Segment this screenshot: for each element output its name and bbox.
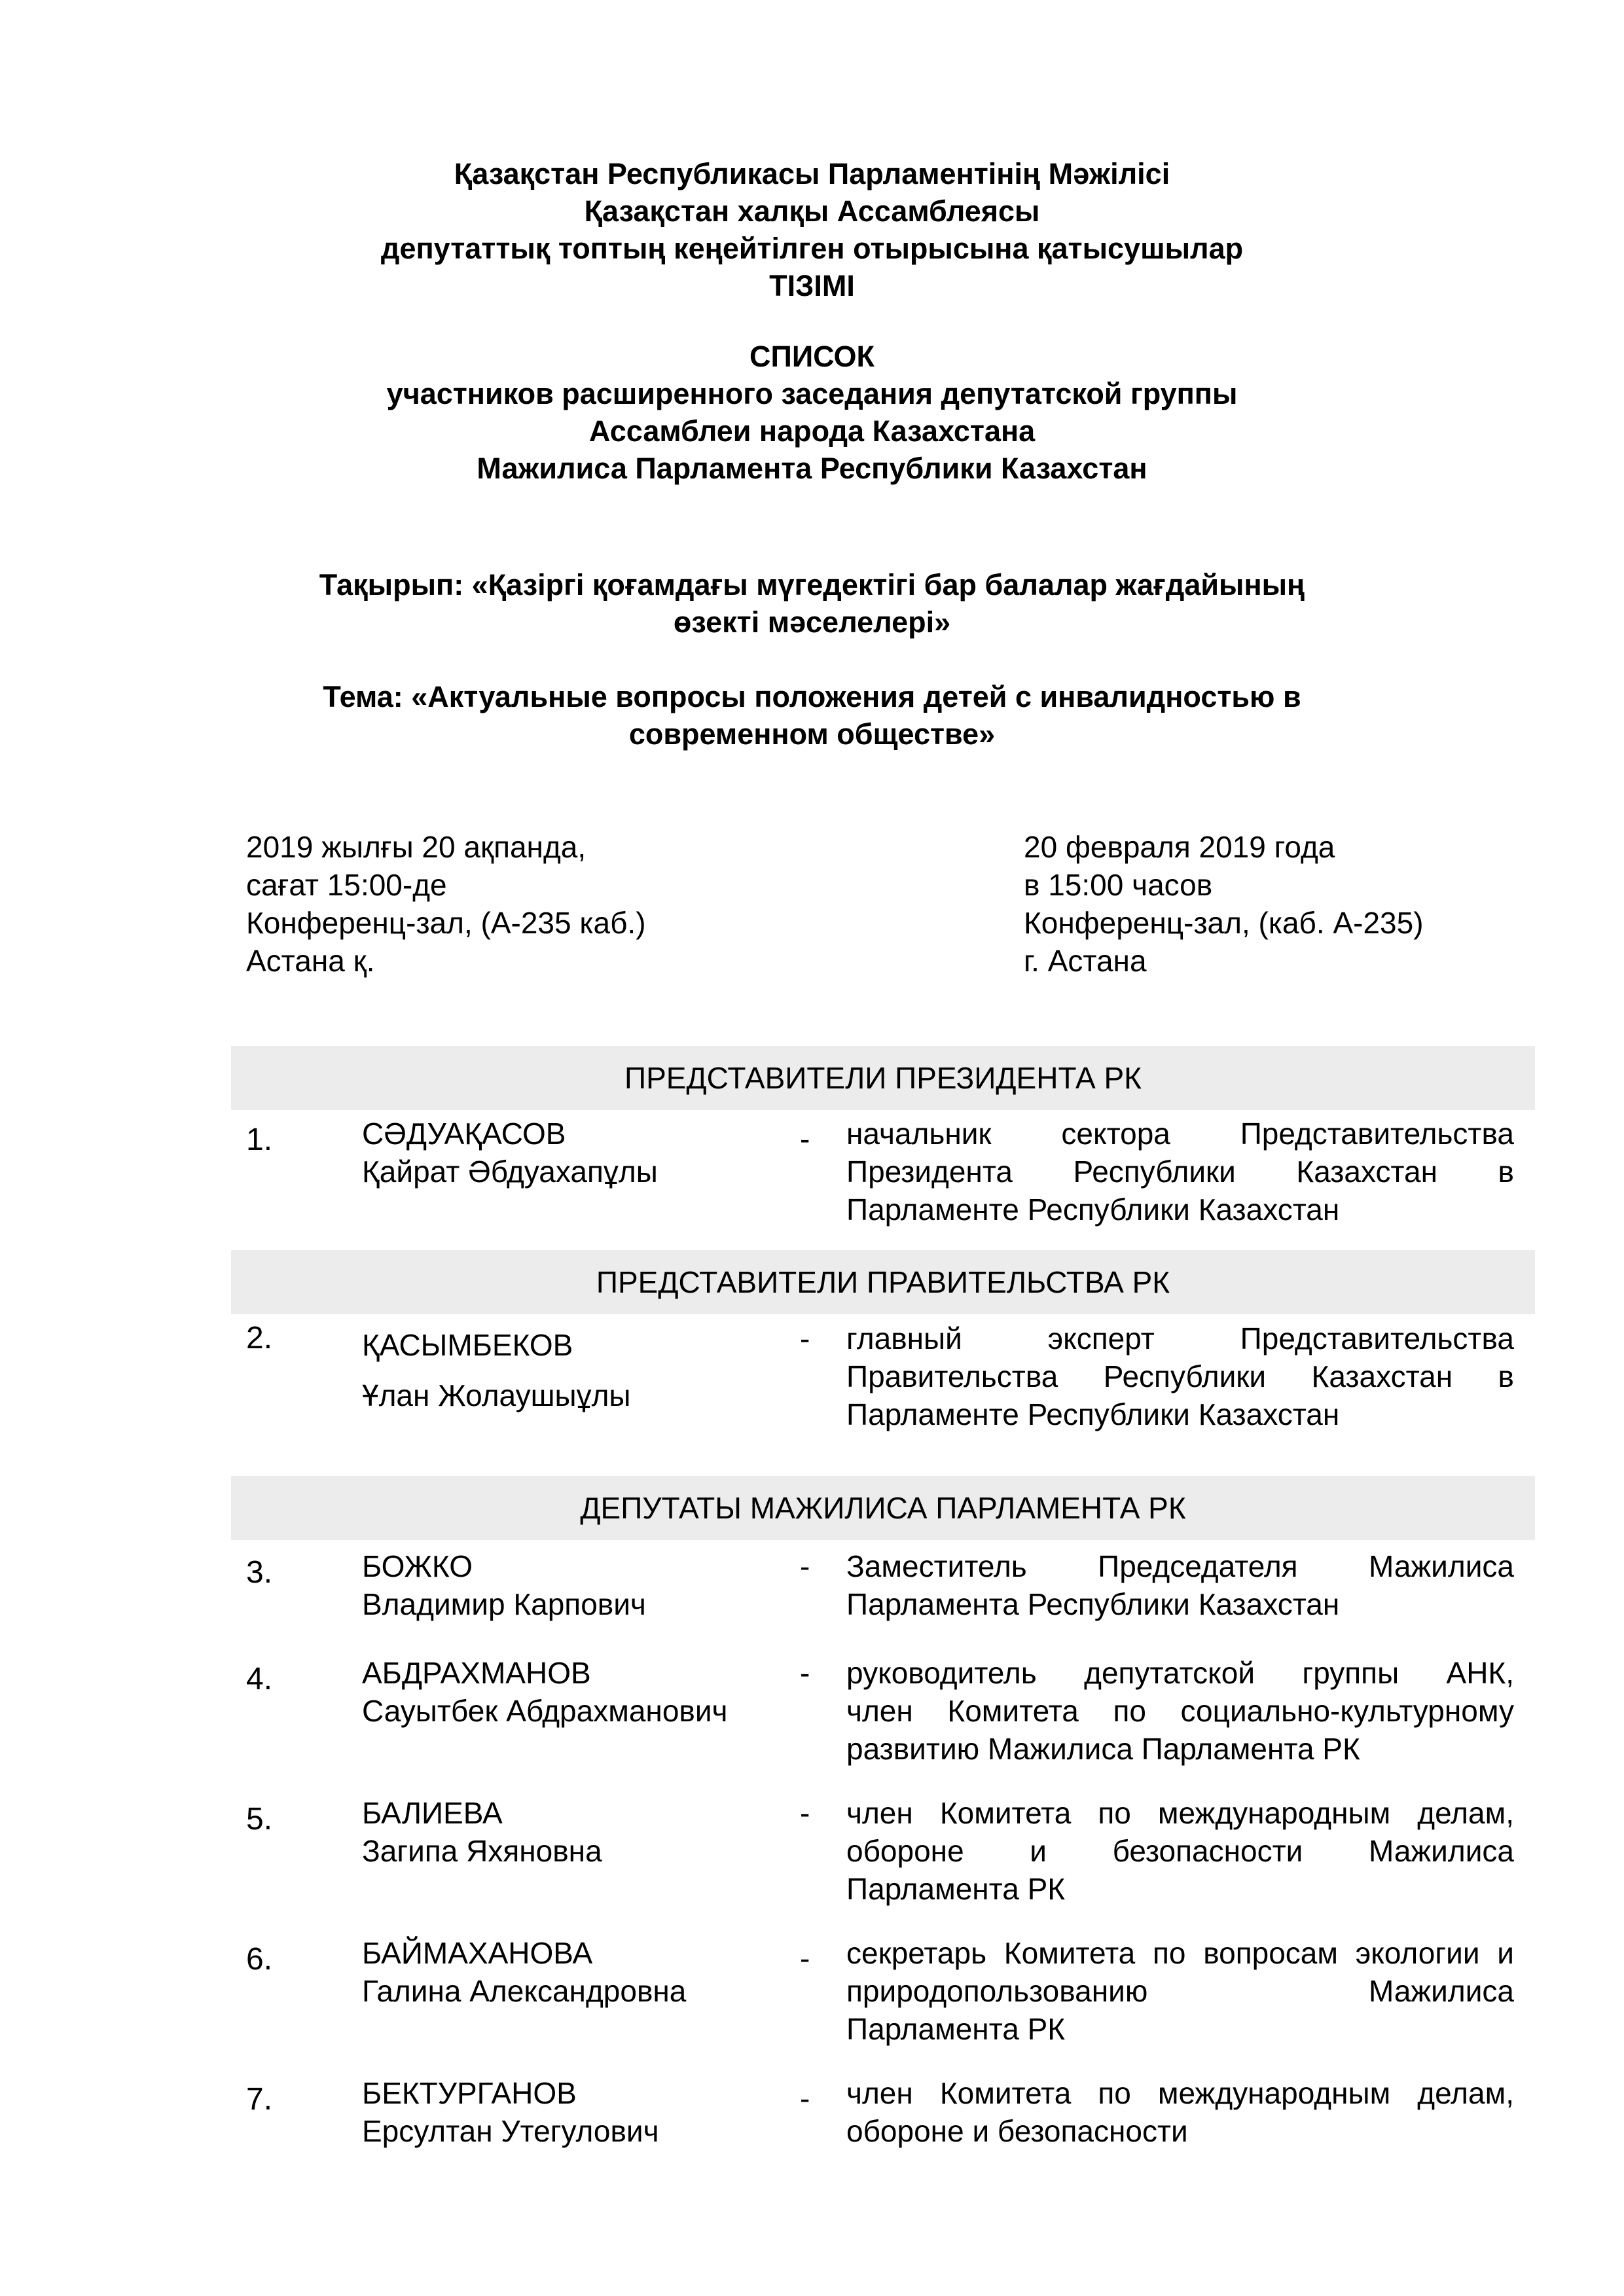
description-line: Парламенте Республики Казахстан — [846, 1193, 1340, 1227]
section-header-mazhilis: ДЕПУТАТЫ МАЖИЛИСА ПАРЛАМЕНТА РК — [231, 1476, 1535, 1540]
description-line: член Комитета по международным делам, — [846, 2076, 1514, 2110]
meeting-info-ru — [1024, 828, 1424, 980]
description-line: обороне и безопасности Мажилиса — [846, 1834, 1514, 1868]
ru-title-line: Ассамблеи народа Казахстана — [588, 414, 1036, 448]
kz-title-line: Қазақстан Республикасы Парламентінің Мәжілісі — [454, 157, 1170, 190]
kz-topic-line: өзекті мәселелері» — [673, 605, 951, 639]
kz-title-line: депутаттық топтың кеңейтілген отырысына қатысушылар — [380, 232, 1244, 265]
ru-title-line: Мажилиса Парламента Республики Казахстан — [477, 452, 1147, 485]
meeting-city-kz: Астана қ. — [246, 944, 375, 978]
participant-description — [846, 1794, 1514, 1908]
description-line: Правительства Республики Казахстан в — [846, 1359, 1514, 1393]
description-line: Президента Республики Казахстан в — [846, 1155, 1514, 1189]
ru-title-line: СПИСОК — [749, 340, 875, 373]
participant-description — [846, 1547, 1514, 1623]
entry-dash: - — [800, 2081, 810, 2115]
participant-description — [846, 1115, 1514, 1229]
participant-number: 4. — [246, 1662, 273, 1696]
description-line: Парламента РК — [846, 1872, 1066, 1906]
meeting-date-ru: 20 февраля 2019 года — [1024, 830, 1335, 864]
participant-number: 5. — [246, 1802, 273, 1837]
ru-topic-line: современном обществе» — [628, 717, 996, 751]
participant-given-name: Загипа Яхяновна — [362, 1834, 602, 1868]
description-line: природопользованию Мажилиса — [846, 1974, 1514, 2008]
kz-title-line: ТІЗІМІ — [769, 269, 855, 302]
participant-number: 3. — [246, 1555, 273, 1590]
participant-number: 1. — [246, 1122, 273, 1157]
description-line: член Комитета по международным делам, — [846, 1796, 1514, 1830]
description-line: Заместитель Председателя Мажилиса — [846, 1549, 1514, 1583]
meeting-city-ru: г. Астана — [1024, 944, 1147, 978]
participant-surname: БЕКТУРГАНОВ — [362, 2076, 577, 2110]
meeting-place-kz: Конференц-зал, (А-235 каб.) — [246, 906, 646, 940]
description-line: Парламента РК — [846, 2012, 1066, 2046]
kz-topic — [0, 566, 1624, 641]
participant-surname: АБДРАХМАНОВ — [362, 1656, 591, 1690]
section-header-president: ПРЕДСТАВИТЕЛИ ПРЕЗИДЕНТА РК — [231, 1046, 1535, 1110]
entry-dash: - — [800, 1549, 810, 1583]
participant-surname: ҚАСЫМБЕКОВ — [362, 1328, 573, 1362]
kz-topic-line: Тақырып: «Қазіргі қоғамдағы мүгедектігі бар балалар жағдайының — [319, 568, 1305, 601]
ru-title-line: участников расширенного заседания депутатской группы — [386, 377, 1238, 410]
entry-dash: - — [800, 1122, 810, 1156]
ru-title — [0, 338, 1624, 487]
participant-given-name: Владимир Карпович — [362, 1587, 646, 1621]
participant-given-name: Сауытбек Абдрахманович — [362, 1694, 728, 1728]
participant-given-name: Ерсултан Утегулович — [362, 2114, 659, 2148]
ru-topic-line: Тема: «Актуальные вопросы положения детей с инвалидностью в — [323, 680, 1301, 713]
participant-surname: БАЛИЕВА — [362, 1796, 503, 1830]
meeting-time-ru: в 15:00 часов — [1024, 868, 1213, 902]
section-header-government: ПРЕДСТАВИТЕЛИ ПРАВИТЕЛЬСТВА РК — [231, 1250, 1535, 1314]
participant-description — [846, 1934, 1514, 2048]
participant-number: 6. — [246, 1942, 273, 1977]
description-line: секретарь Комитета по вопросам экологии и — [846, 1936, 1514, 1970]
participant-description — [846, 1319, 1514, 1433]
entry-dash: - — [800, 1941, 810, 1975]
participant-surname: БАЙМАХАНОВА — [362, 1936, 593, 1970]
description-line: развитию Мажилиса Парламента РК — [846, 1732, 1360, 1766]
description-line: начальник сектора Представительства — [846, 1117, 1514, 1151]
participant-number: 2. — [246, 1321, 273, 1355]
entry-dash: - — [800, 1321, 810, 1355]
description-line: Парламента Республики Казахстан — [846, 1587, 1340, 1621]
participant-description — [846, 2074, 1514, 2150]
description-line: Парламенте Республики Казахстан — [846, 1397, 1340, 1431]
description-line: руководитель депутатской группы АНК, — [846, 1656, 1514, 1690]
kz-title-line: Қазақстан халқы Ассамблеясы — [584, 194, 1040, 228]
description-line: член Комитета по социально-культурному — [846, 1694, 1514, 1728]
participant-number: 7. — [246, 2082, 273, 2117]
participant-given-name: Галина Александровна — [362, 1974, 687, 2008]
participant-description — [846, 1654, 1514, 1768]
description-line: главный эксперт Представительства — [846, 1321, 1514, 1355]
participant-surname: СӘДУАҚАСОВ — [362, 1117, 566, 1151]
meeting-place-ru: Конференц-зал, (каб. А-235) — [1024, 906, 1424, 940]
meeting-date-kz: 2019 жылғы 20 ақпанда, — [246, 830, 586, 864]
entry-dash: - — [800, 1656, 810, 1690]
participant-given-name: Қайрат Әбдуахапұлы — [362, 1155, 658, 1189]
entry-dash: - — [800, 1796, 810, 1830]
participant-given-name: Ұлан Жолаушыұлы — [362, 1378, 631, 1412]
meeting-time-kz: сағат 15:00-де — [246, 868, 447, 902]
participant-surname: БОЖКО — [362, 1549, 473, 1583]
kz-title — [0, 155, 1624, 304]
ru-topic — [0, 678, 1624, 753]
meeting-info-kz — [246, 828, 646, 980]
description-line: обороне и безопасности — [846, 2114, 1188, 2148]
